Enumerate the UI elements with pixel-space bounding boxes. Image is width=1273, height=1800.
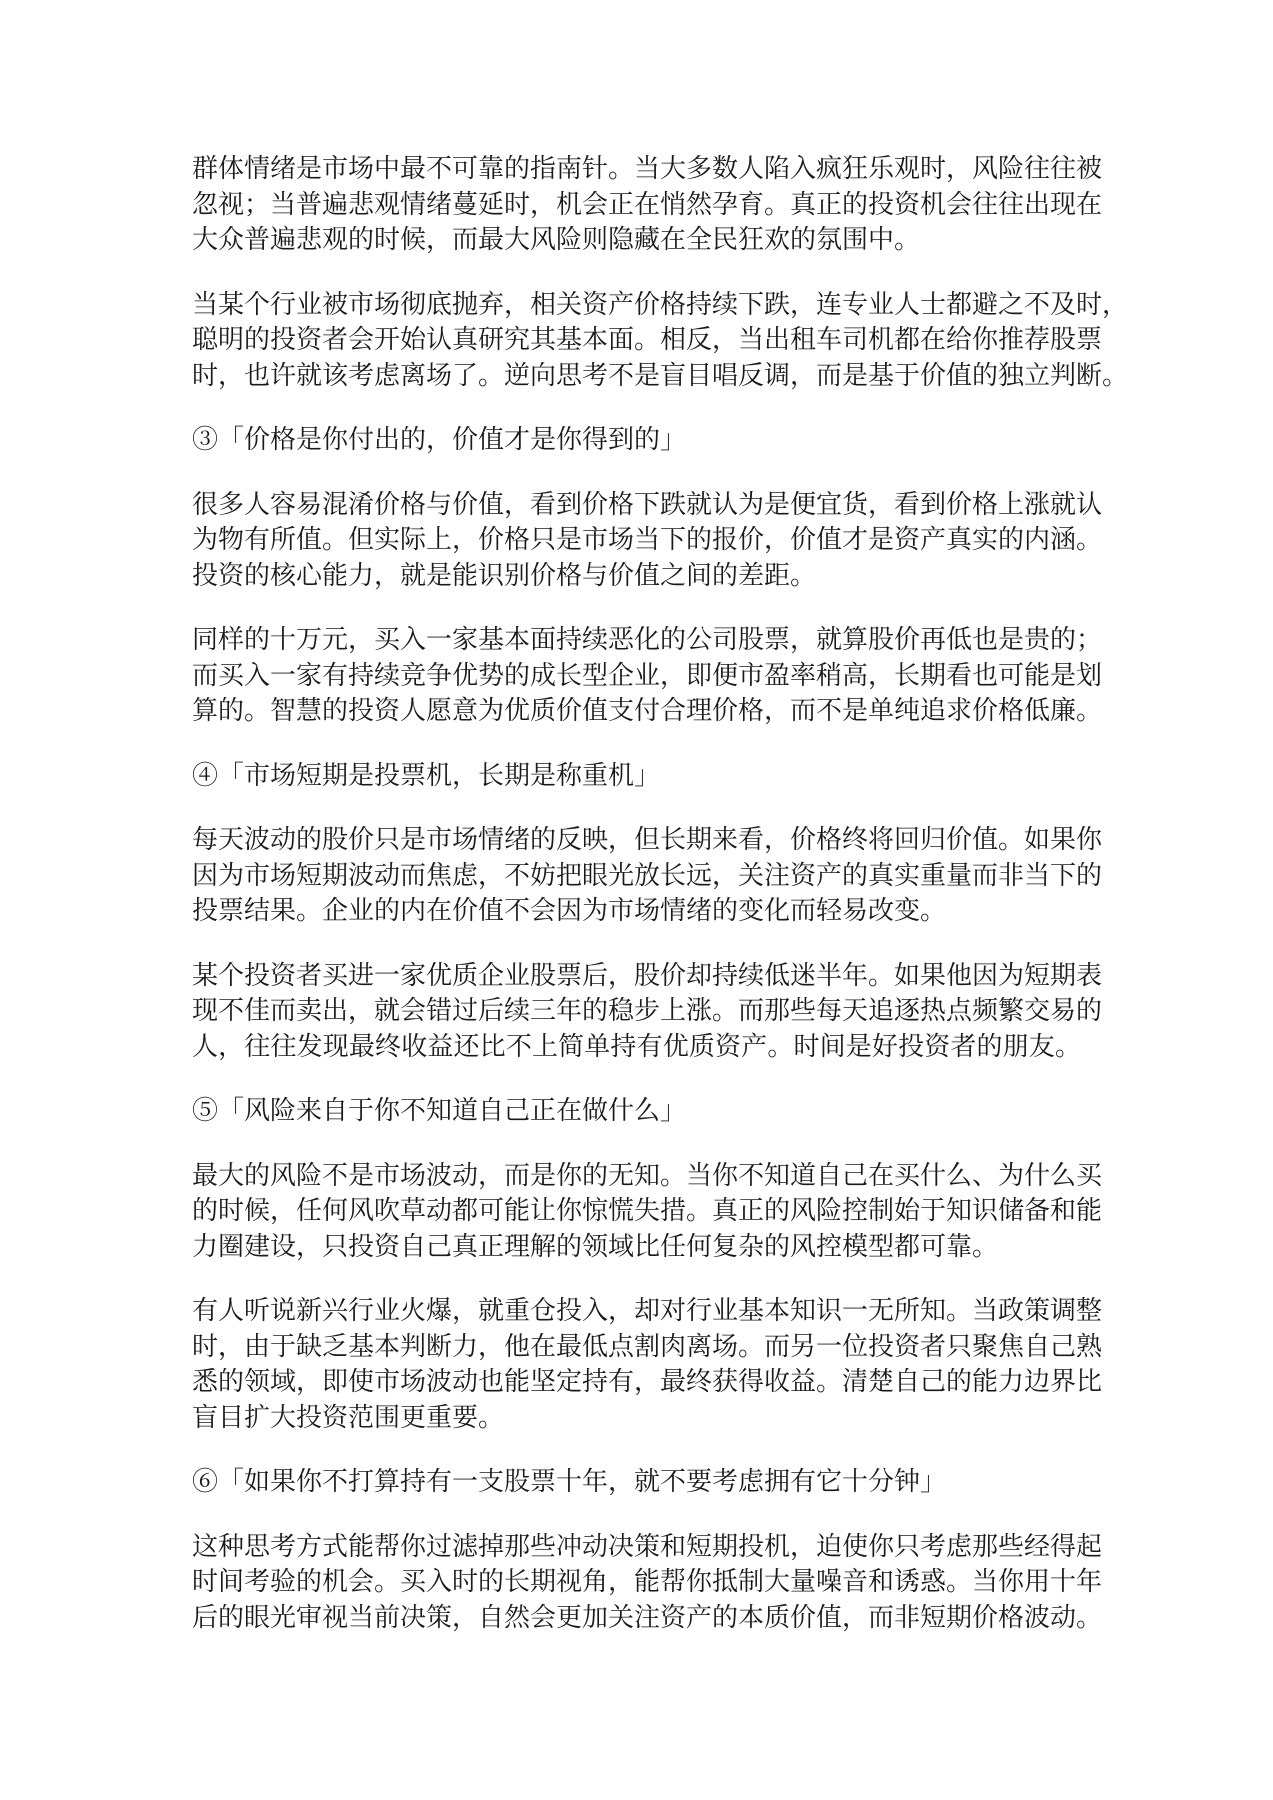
- text-line: 的时候，任何风吹草动都可能让你惊慌失措。真正的风险控制始于知识储备和能: [192, 1196, 1103, 1226]
- text-line: 时，也许就该考虑离场了。逆向思考不是盲目唱反调，而是基于价值的独立判断。: [192, 360, 1129, 391]
- paragraph: [192, 1294, 1103, 1436]
- text-line: 为物有所值。但实际上，价格只是市场当下的报价，价值才是资产真实的内涵。: [192, 525, 1103, 555]
- paragraph: [192, 288, 1129, 395]
- section-heading: ⑥「如果你不打算持有一支股票十年，就不要考虑拥有它十分钟」: [192, 1467, 947, 1497]
- text-line: 时，由于缺乏基本判断力，他在最低点割肉离场。而另一位投资者只聚焦自己熟: [192, 1331, 1103, 1362]
- text-line: 力圈建设，只投资自己真正理解的领域比任何复杂的风控模型都可靠。: [192, 1231, 999, 1262]
- text-line: 有人听说新兴行业火爆，就重仓投入，却对行业基本知识一无所知。当政策调整: [192, 1296, 1103, 1326]
- section-heading: ④「市场短期是投票机，长期是称重机」: [192, 760, 661, 791]
- text-line: 后的眼光审视当前决策，自然会更加关注资产的本质价值，而非短期价格波动。: [192, 1602, 1103, 1633]
- text-line: 某个投资者买进一家优质企业股票后，股价却持续低迷半年。如果他因为短期表: [192, 960, 1103, 991]
- text-line: 最大的风险不是市场波动，而是你的无知。当你不知道自己在买什么、为什么买: [192, 1160, 1103, 1191]
- text-line: 这种思考方式能帮你过滤掉那些冲动决策和短期投机，迫使你只考虑那些经得起: [192, 1531, 1103, 1562]
- text-line: 人，往往发现最终收益还比不上简单持有优质资产。时间是好投资者的朋友。: [192, 1031, 1081, 1062]
- text-line: 盲目扩大投资范围更重要。: [192, 1402, 505, 1433]
- section-heading: ③「价格是你付出的，价值才是你得到的」: [192, 425, 687, 455]
- text-line: 很多人容易混淆价格与价值，看到价格下跌就认为是便宜货，看到价格上涨就认: [192, 489, 1103, 520]
- text-line: 同样的十万元，买入一家基本面持续恶化的公司股票，就算股价再低也是贵的；: [192, 625, 1103, 655]
- text-line: 忽视；当普遍悲观情绪蔓延时，机会正在悄然孕育。真正的投资机会往往出现在: [192, 189, 1103, 220]
- text-line: 算的。智慧的投资人愿意为优质价值支付合理价格，而不是单纯追求价格低廉。: [192, 696, 1103, 726]
- text-line: 聪明的投资者会开始认真研究其基本面。相反，当出租车司机都在给你推荐股票: [192, 325, 1103, 355]
- paragraph: [192, 1530, 1103, 1637]
- text-line: 现不佳而卖出，就会错过后续三年的稳步上涨。而那些每天追逐热点频繁交易的: [192, 996, 1103, 1026]
- document-body: [192, 152, 1129, 1665]
- paragraph: [192, 623, 1103, 730]
- text-line: 因为市场短期波动而焦虑，不妨把眼光放长远，关注资产的真实重量而非当下的: [192, 860, 1103, 891]
- text-line: 投资的核心能力，就是能识别价格与价值之间的差距。: [192, 560, 817, 591]
- text-line: 投票结果。企业的内在价值不会因为市场情绪的变化而轻易改变。: [192, 896, 947, 926]
- text-line: 每天波动的股价只是市场情绪的反映，但长期来看，价格终将回归价值。如果你: [192, 825, 1103, 855]
- paragraph: [192, 1159, 1103, 1266]
- text-line: 而买入一家有持续竞争优势的成长型企业，即便市盈率稍高，长期看也可能是划: [192, 660, 1103, 691]
- text-line: 时间考验的机会。买入时的长期视角，能帮你抵制大量噪音和诱惑。当你用十年: [192, 1567, 1103, 1597]
- paragraph: [192, 152, 1103, 259]
- text-line: 群体情绪是市场中最不可靠的指南针。当大多数人陷入疯狂乐观时，风险往往被: [192, 154, 1103, 184]
- paragraph: [192, 488, 1103, 595]
- paragraph: [192, 823, 1103, 930]
- section-heading: ⑤「风险来自于你不知道自己正在做什么」: [192, 1096, 687, 1126]
- text-line: 当某个行业被市场彻底抛弃，相关资产价格持续下跌，连专业人士都避之不及时，: [192, 289, 1129, 320]
- text-line: 大众普遍悲观的时候，而最大风险则隐藏在全民狂欢的氛围中。: [192, 225, 921, 255]
- paragraph: [192, 959, 1103, 1066]
- text-line: 悉的领域，即使市场波动也能坚定持有，最终获得收益。清楚自己的能力边界比: [192, 1367, 1103, 1397]
